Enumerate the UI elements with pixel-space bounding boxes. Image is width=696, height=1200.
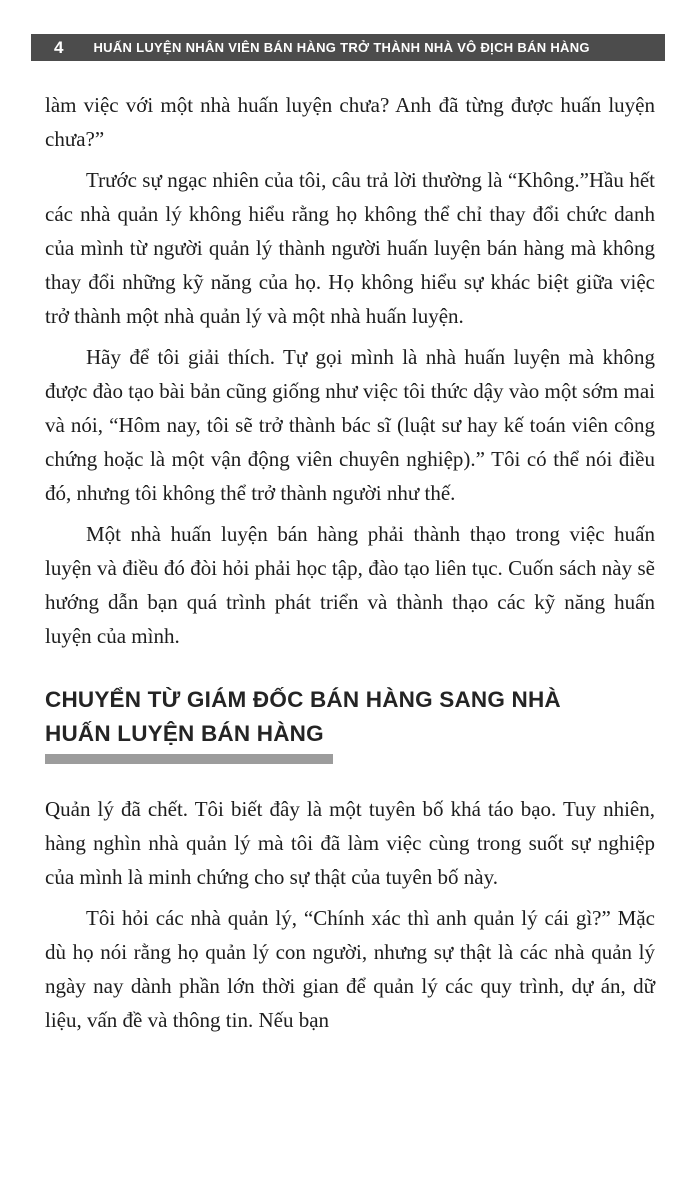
section-heading-line1: CHUYỂN TỪ GIÁM ĐỐC BÁN HÀNG SANG NHÀ	[45, 687, 561, 712]
section-heading	[45, 683, 655, 764]
paragraph: Quản lý đã chết. Tôi biết đây là một tuyên bố khá táo bạo. Tuy nhiên, hàng nghìn nhà quản lý mà tôi đã làm việc cùng trong suốt sự nghiệp của mình là minh chứng cho sự thật của tuyên bố này.	[45, 797, 655, 889]
heading-underline-bar	[45, 754, 333, 764]
paragraph: Một nhà huấn luyện bán hàng phải thành thạo trong việc huấn luyện và điều đó đòi hỏi phải học tập, đào tạo liên tục. Cuốn sách này sẽ hướng dẫn bạn quá trình phát triển và thành thạo các kỹ năng huấn luyện của mình.	[45, 522, 655, 648]
page-number-label: 4	[54, 38, 64, 57]
paragraph: làm việc với một nhà huấn luyện chưa? Anh đã từng được huấn luyện chưa?”	[45, 93, 655, 151]
page-content	[45, 88, 655, 1037]
running-head-title: HUẤN LUYỆN NHÂN VIÊN BÁN HÀNG TRỞ THÀNH NHÀ VÔ ĐỊCH BÁN HÀNG	[93, 40, 590, 55]
page-header	[31, 34, 665, 61]
paragraph: Trước sự ngạc nhiên của tôi, câu trả lời thường là “Không.”Hầu hết các nhà quản lý không hiểu rằng họ không thể chỉ thay đổi chức danh của mình từ người quản lý thành người huấn luyện bán hàng mà không thay đổi những kỹ năng của họ. Họ không hiểu sự khác biệt giữa việc trở thành một nhà quản lý và một nhà huấn luyện.	[45, 168, 655, 328]
section-heading-line2: HUẤN LUYỆN BÁN HÀNG	[45, 721, 324, 746]
intro-paragraphs	[45, 88, 655, 653]
paragraph: Tôi hỏi các nhà quản lý, “Chính xác thì anh quản lý cái gì?” Mặc dù họ nói rằng họ quản lý con người, nhưng sự thật là các nhà quản lý ngày nay dành phần lớn thời gian để quản lý các quy trình, dự án, dữ liệu, vấn đề và thông tin. Nếu bạn	[45, 906, 655, 1032]
section-paragraphs	[45, 792, 655, 1037]
paragraph: Hãy để tôi giải thích. Tự gọi mình là nhà huấn luyện mà không được đào tạo bài bản cũng giống như việc tôi thức dậy vào một sớm mai và nói, “Hôm nay, tôi sẽ trở thành bác sĩ (luật sư hay kế toán viên công chứng hoặc là một vận động viên chuyên nghiệp).” Tôi có thể nói điều đó, nhưng tôi không thể trở thành người như thế.	[45, 345, 655, 505]
